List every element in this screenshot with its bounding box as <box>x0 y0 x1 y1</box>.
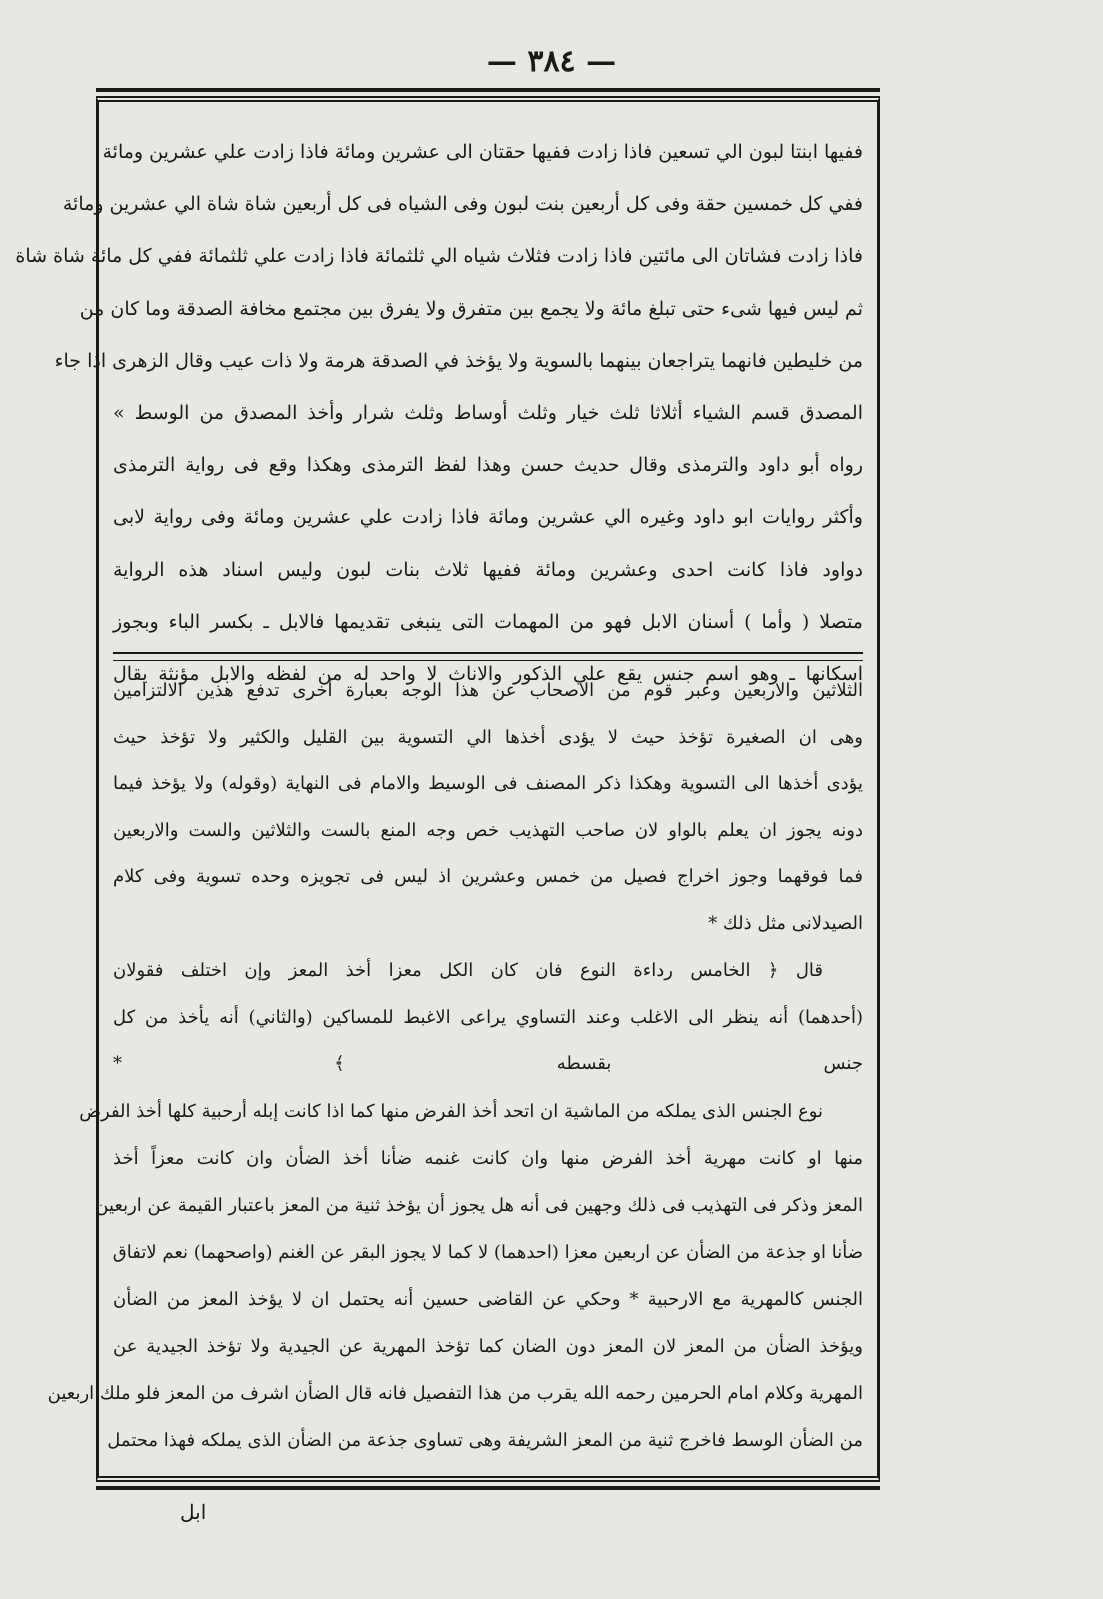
explanation-line: المهرية وكلام امام الحرمين رحمه الله يقرب من هذا التفصيل فانه قال الضأن اشرف من المعز فلو ملك اربعين <box>47 1383 863 1404</box>
commentary-line: وهى ان الصغيرة تؤخذ حيث لا يؤدى أخذها الي التسوية بين القليل والكثير ولا تؤخذ حيث <box>113 726 863 748</box>
commentary-line: دونه يجوز ان يعلم بالواو لان صاحب التهذيب خص وجه المنع بالست والثلاثين والست والاربعين <box>113 819 863 841</box>
commentary-line: فما فوقهما وجوز اخراج فصيل من خمس وعشرين اذ ليس فى تجويزه وحده تسوية وفى كلام <box>113 866 863 887</box>
main-text-line: دواود فاذا كانت احدى وعشرين ومائة ففيها ثلاث بنات لبون وليس اسناد هذه الرواية <box>113 558 863 581</box>
main-text-line: اسكانها ـ وهو اسم جنس يقع علي الذكور والاناث لا واحد له من لفظه والابل مؤنثة يقال <box>113 662 863 685</box>
page-frame <box>15 96 880 1482</box>
quote-line: (أحدهما) أنه ينظر الى الاغلب وعند التساوي يراعى الاغبط للمساكين (والثاني) أنه يأخذ من كل <box>113 1006 863 1028</box>
explanation-line: نوع الجنس الذى يملكه من الماشية ان اتحد أخذ الفرض منها كما اذا كانت إبله أرحبية كلها أخذ الفرض <box>79 1101 823 1122</box>
catchword: ابل <box>180 1500 207 1524</box>
explanation-line: الجنس كالمهرية مع الارحبية * وحكي عن القاضى حسين أنه يحتمل ان لا يؤخذ المعز من الضأن <box>113 1289 863 1310</box>
main-text-line: المصدق قسم الشياء أثلاثا ثلث خيار وثلث أوساط وثلث شرار وأخذ المصدق من الوسط » <box>113 401 863 424</box>
main-text-line: من خليطين فانهما يتراجعان بينهما بالسوية ولا يؤخذ في الصدقة هرمة ولا ذات عيب وقال الزهرى اذا جاء <box>54 349 863 372</box>
commentary-line: الصيدلانى مثل ذلك * <box>708 912 863 934</box>
quoted-text <box>113 948 863 1088</box>
commentary-line: يؤدى أخذها الى التسوية وهكذا ذكر المصنف فى الوسيط والامام فى النهاية (وقوله) ولا يؤخذ فيما <box>113 773 863 794</box>
main-text-line: ففي كل خمسين حقة وفى كل أربعين بنت لبون وفى الشياه فى كل أربعين شاة شاة الي عشرين ومائة <box>62 193 863 216</box>
commentary-line: الثلاثين والاربعين وعبر قوم من الاصحاب عن هذا الوجه بعبارة أخرى تدفع هذين الالتزامين <box>113 680 863 701</box>
main-text-line: متصلا ( وأما ) أسنان الابل فهو من المهمات التى ينبغى تقديمها فالابل ـ بكسر الباء وبجوز <box>113 610 863 633</box>
main-text-line: ففيها ابنتا لبون الي تسعين فاذا زادت ففيها حقتان الى عشرين ومائة فاذا زادت علي عشرين ومائة <box>102 141 863 163</box>
explanation-line: منها او كانت مهرية أخذ الفرض منها وان كانت غنمه ضأنا أخذ الضأن وان كانت معزاً أخذ <box>113 1148 863 1169</box>
explanation-line: من الضأن الوسط فاخرج ثنية من المعز الشريفة وهى تساوى جذعة من الضأن الذى يملكه فهذا محتمل <box>107 1430 863 1451</box>
explanation-line: ويؤخذ الضأن من المعز لان المعز دون الضان كما تؤخذ المهرية عن الجيدية ولا تؤخذ الجيدية عن <box>113 1336 863 1357</box>
main-text-line: وأكثر روايات ابو داود وغيره الي عشرين ومائة فاذا زادت علي عشرين ومائة وفى رواية لابى <box>113 506 863 529</box>
explanation-line: المعز وذكر فى التهذيب فى ذلك وجهين فى أنه هل يجوز أن يؤخذ ثنية من المعز باعتبار القيمة عن اربعين <box>95 1195 863 1216</box>
explanation-text <box>47 1088 863 1464</box>
quote-line: جنس بقسطه ﴾ * <box>113 1053 863 1074</box>
explanation-line: ضأنا او جذعة من الضأن عن اربعين معزا (احدهما) لا كما لا يجوز البقر عن الغنم (واصحهما) نعم لاتفاق <box>112 1242 863 1263</box>
main-text-line: ثم ليس فيها شىء حتى تبلغ مائة ولا يجمع بين متفرق ولا يفرق بين مجتمع مخافة الصدقة وما كان من <box>79 297 863 320</box>
main-text <box>15 126 863 700</box>
page-number: — ٣٨٤ — <box>486 44 617 79</box>
section-divider <box>113 652 863 654</box>
main-text-line: فاذا زادت فشاتان الى مائتين فاذا زادت فثلاث شياه الي ثلثمائة فاذا زادت علي ثلثمائة ففي كل مائة شاة شاة <box>15 245 863 268</box>
main-text-line: رواه أبو داود والترمذى وقال حديث حسن وهذا لفظ الترمذى وهكذا وقع فى رواية الترمذى <box>113 454 863 477</box>
commentary-text <box>113 668 863 947</box>
quote-line: قال ﴿ الخامس رداءة النوع فان كان الكل معزا أخذ المعز وإن اختلف فقولان <box>113 960 823 981</box>
